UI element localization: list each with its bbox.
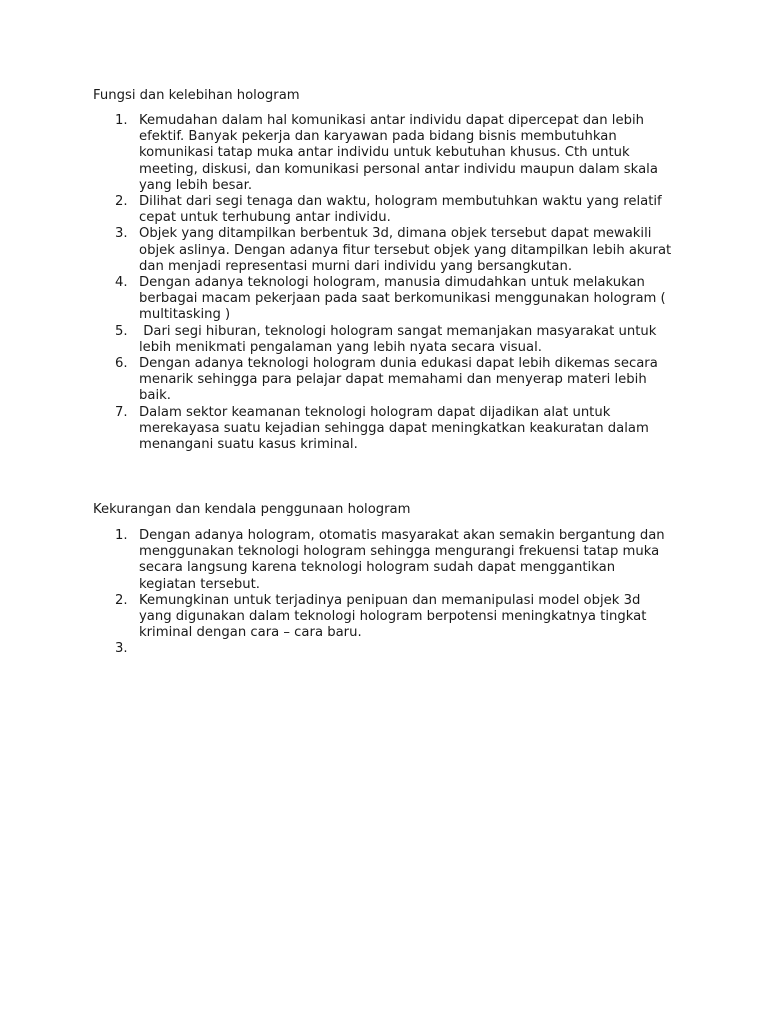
list-number: 6. <box>115 356 128 372</box>
list-number: 2. <box>115 592 128 608</box>
list-item <box>93 593 673 642</box>
list-number: 7. <box>115 404 128 420</box>
section-heading-kekurangan: Kekurangan dan kendala penggunaan hologram <box>93 502 411 517</box>
list-item <box>93 226 673 275</box>
section-heading-fungsi: Fungsi dan kelebihan hologram <box>93 88 300 103</box>
list-item <box>93 113 673 194</box>
list-number: 3. <box>115 641 128 657</box>
list-item-text: Dari segi hiburan, teknologi hologram sangat memanjakan masyarakat untuk lebih menikmati pengalaman yang lebih nyata secara visual. <box>139 323 661 355</box>
list-item <box>93 528 673 593</box>
list-item <box>93 194 673 226</box>
list-number: 1. <box>115 113 128 128</box>
list-item <box>93 324 673 356</box>
list-item <box>93 356 673 405</box>
list-number: 4. <box>115 275 128 291</box>
list-number: 3. <box>115 226 128 242</box>
list-item-text: Kemungkinan untuk terjadinya penipuan dan memanipulasi model objek 3d yang digunakan dalam teknologi hologram berpotensi meningkatnya tingkat kriminal dengan cara – cara baru. <box>139 592 647 641</box>
list-item-text: Dalam sektor keamanan teknologi hologram dapat dijadikan alat untuk merekayasa suatu kejadian sehingga dapat meningkatkan keakuratan dalam menangani suatu kasus kriminal. <box>139 404 649 453</box>
list-item-text: Dengan adanya teknologi hologram dunia edukasi dapat lebih dikemas secara menarik sehingga para pelajar dapat memahami dan menyerap materi lebih baik. <box>139 356 658 404</box>
list-item <box>93 405 673 454</box>
disadvantages-list <box>93 528 673 657</box>
list-item <box>93 641 673 657</box>
list-number: 2. <box>115 194 128 210</box>
list-number: 5. <box>115 323 128 339</box>
list-item-text: Dengan adanya hologram, otomatis masyarakat akan semakin bergantung dan menggunakan teknologi hologram sehingga mengurangi frekuensi tatap muka secara langsung karena teknologi hologram sudah dapat menggantikan kegiatan tersebut. <box>139 528 665 592</box>
list-item-text: Objek yang ditampilkan berbentuk 3d, dimana objek tersebut dapat mewakili objek aslinya. Dengan adanya fitur tersebut objek yang ditampilkan lebih akurat dan menjadi representasi murni dari individu yang bersangkutan. <box>139 226 672 274</box>
advantages-list <box>93 113 673 453</box>
list-item-text: Dilihat dari segi tenaga dan waktu, hologram membutuhkan waktu yang relatif cepat untuk terhubung antar individu. <box>139 194 662 226</box>
list-number: 1. <box>115 528 128 543</box>
list-item-text: Dengan adanya teknologi hologram, manusia dimudahkan untuk melakukan berbagai macam pekerjaan pada saat berkomunikasi menggunakan hologram ( multitasking ) <box>139 275 666 323</box>
list-item <box>93 275 673 324</box>
list-item-text: Kemudahan dalam hal komunikasi antar individu dapat dipercepat dan lebih efektif. Banyak pekerja dan karyawan pada bidang bisnis membutuhkan komunikasi tatap muka antar individu untuk kebutuhan khusus. Cth untuk meeting, diskusi, dan komunikasi personal antar individu maupun dalam skala yang lebih besar. <box>139 113 658 193</box>
list-item-text <box>139 641 673 657</box>
